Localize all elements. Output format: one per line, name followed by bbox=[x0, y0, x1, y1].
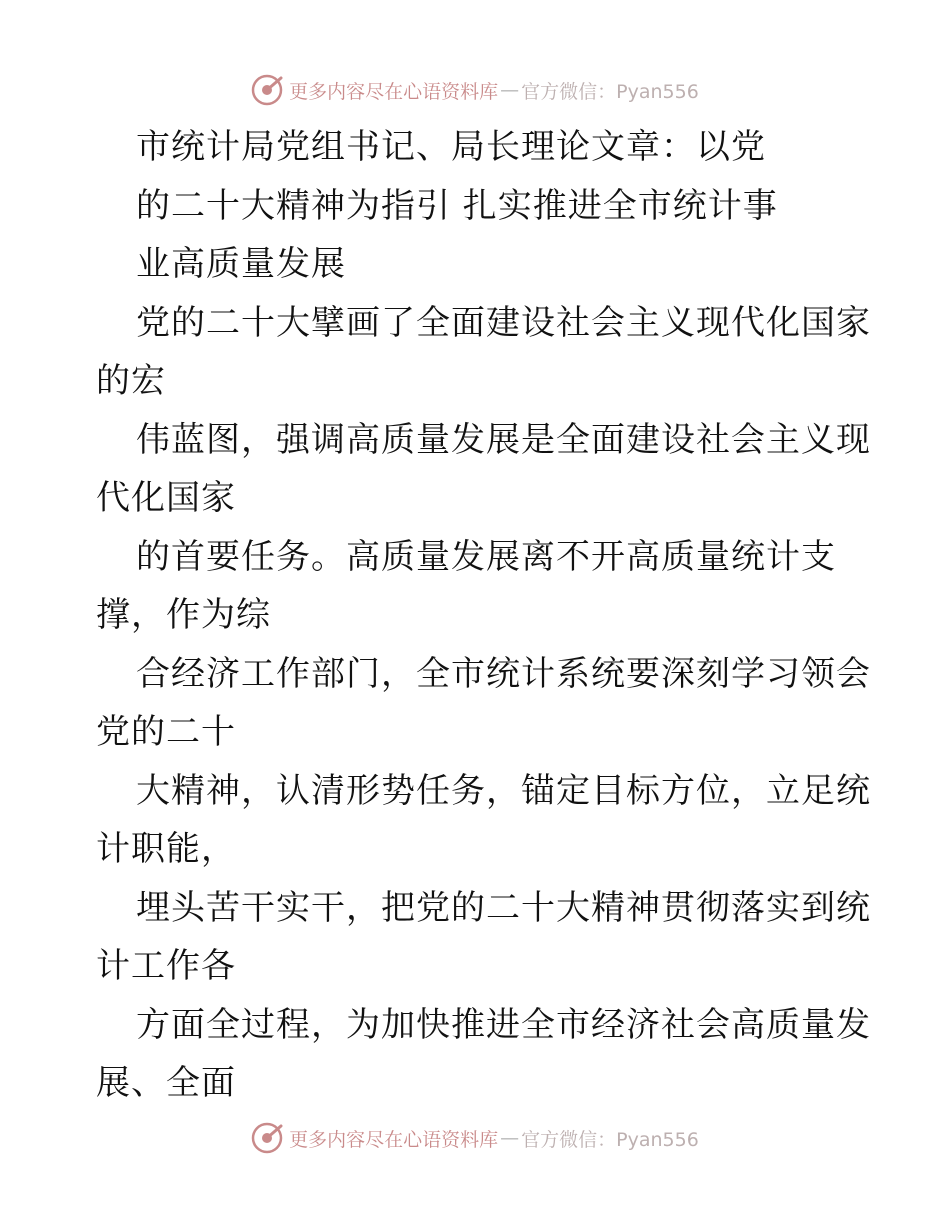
body-line: 计职能， bbox=[96, 829, 236, 869]
watermark-wechat: 官方微信：Pyan556 bbox=[521, 80, 699, 103]
body-line: 埋头苦干实干，把党的二十大精神贯彻落实到统 bbox=[136, 887, 871, 928]
document-body bbox=[96, 118, 871, 1113]
title-line: 的二十大精神为指引 扎实推进全市统计事 bbox=[136, 185, 778, 226]
watermark-separator: — bbox=[500, 1127, 520, 1149]
body-line: 代化国家 bbox=[96, 478, 236, 518]
footer-watermark bbox=[0, 1118, 950, 1158]
body-line: 党的二十大擘画了全面建设社会主义现代化国家 bbox=[136, 302, 871, 343]
title-line: 市统计局党组书记、局长理论文章：以党 bbox=[136, 127, 766, 167]
header-watermark bbox=[0, 70, 950, 110]
watermark-brand: 更多内容尽在心语资料库 bbox=[289, 1128, 499, 1151]
body-line: 的首要任务。高质量发展离不开高质量统计支 bbox=[136, 536, 836, 577]
paragraph-lines bbox=[96, 294, 871, 1113]
watermark-brand: 更多内容尽在心语资料库 bbox=[289, 80, 499, 103]
body-line: 的宏 bbox=[96, 361, 166, 401]
body-line: 大精神，认清形势任务，锚定目标方位，立足统 bbox=[136, 770, 871, 811]
body-line: 合经济工作部门，全市统计系统要深刻学习领会 bbox=[136, 653, 871, 694]
body-line: 伟蓝图，强调高质量发展是全面建设社会主义现 bbox=[136, 419, 871, 460]
brand-logo-icon bbox=[251, 1122, 283, 1154]
title-line: 业高质量发展 bbox=[136, 244, 346, 284]
watermark-wechat: 官方微信：Pyan556 bbox=[521, 1128, 699, 1151]
watermark-separator: — bbox=[500, 79, 520, 101]
body-line: 计工作各 bbox=[96, 946, 236, 986]
body-line: 展、全面 bbox=[96, 1063, 236, 1103]
body-line: 党的二十 bbox=[96, 712, 236, 752]
body-line: 方面全过程，为加快推进全市经济社会高质量发 bbox=[136, 1004, 871, 1045]
brand-logo-icon bbox=[251, 74, 283, 106]
body-line: 撑，作为综 bbox=[96, 595, 271, 635]
